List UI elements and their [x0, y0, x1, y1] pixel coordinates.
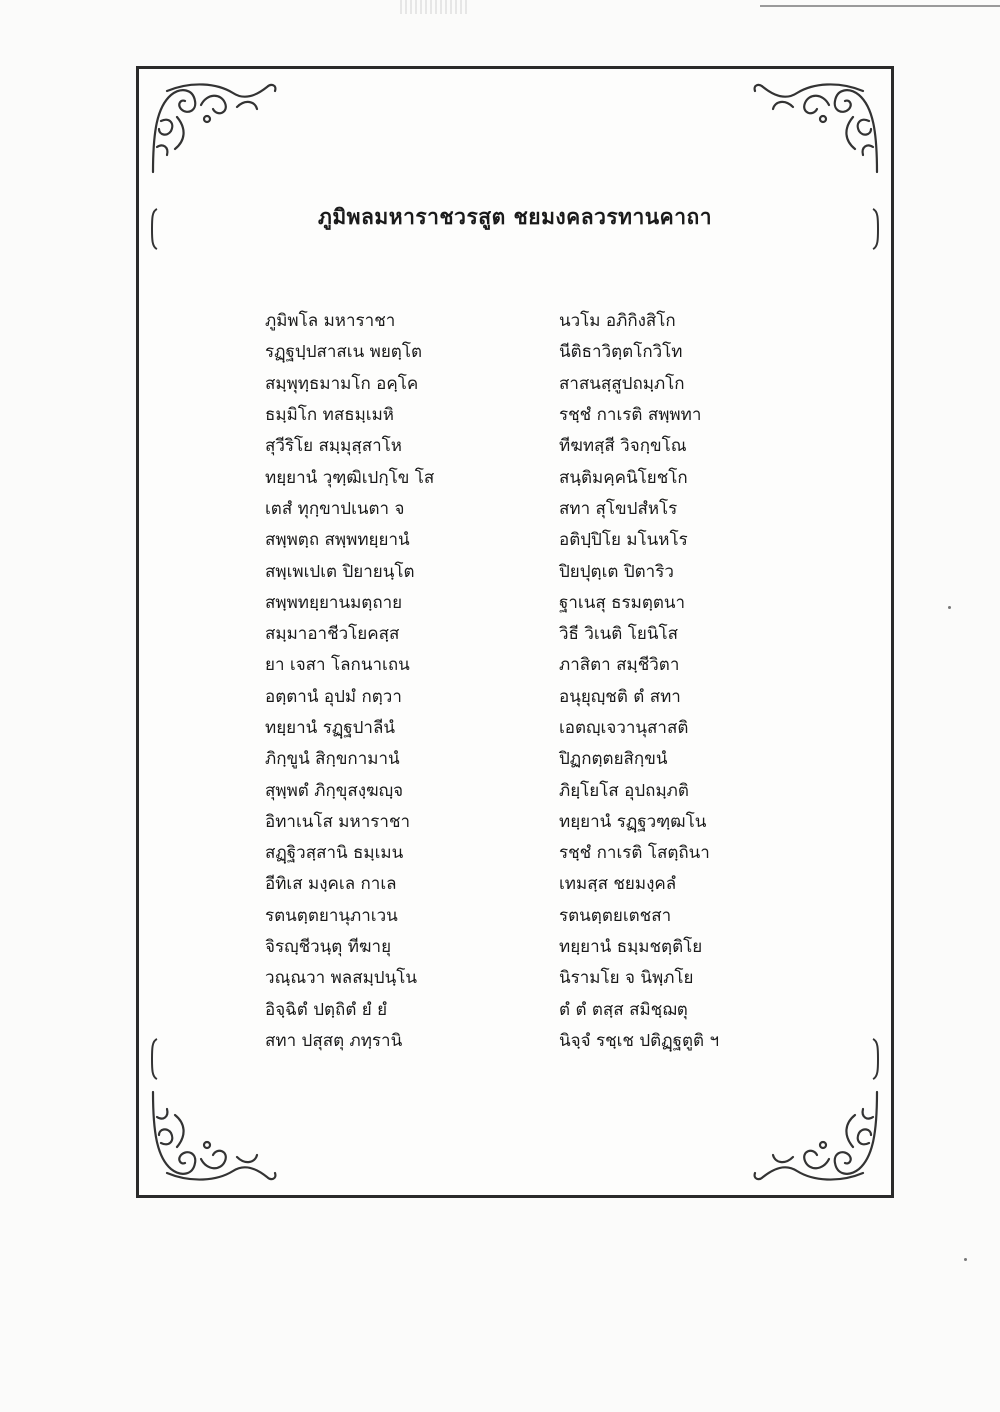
scan-speck	[948, 606, 951, 609]
verse-first-half: สพฺพตฺถ สพฺพทยฺยานํ	[265, 530, 410, 551]
scan-speck	[964, 1258, 967, 1261]
verse-first-half: วณฺณวา พลสมฺปนฺโน	[265, 968, 417, 989]
verse-second-half: ภิยฺโยโส อุปถมฺภติ	[559, 780, 689, 801]
verse-second-half: อติปฺปิโย มโนหโร	[559, 530, 688, 551]
verse-first-half: สมฺมาอาชีวโยคสฺส	[265, 624, 400, 645]
verse-first-half: ภูมิพโล มหาราชา	[265, 311, 396, 332]
verse-second-half: ภาสิตา สมฺชีวิตา	[559, 655, 680, 676]
side-bracket-icon	[149, 1037, 159, 1081]
verse-row	[265, 618, 785, 649]
verse-first-half: รฏฺฐปฺปสาสเน พยตฺโต	[265, 342, 423, 363]
verse-row	[265, 962, 785, 993]
corner-ornament-icon	[147, 1087, 287, 1187]
verse-first-half: ทยฺยานํ รฏฺฐปาลีนํ	[265, 718, 395, 738]
verse-first-half: จิรญฺชีวนฺตุ ทีฆายุ	[265, 937, 392, 958]
scan-artifact	[400, 0, 470, 14]
verse-first-half: อีทิเส มงฺคเล กาเล	[265, 874, 397, 895]
page-border-frame	[136, 66, 894, 1198]
verse-second-half: นิรามโย จ นิพฺภโย	[559, 968, 694, 989]
corner-ornament-icon	[147, 77, 287, 177]
verse-second-half: วิธี วิเนติ โยนิโส	[559, 624, 678, 645]
verse-row	[265, 931, 785, 962]
verse-row	[265, 368, 785, 399]
verse-second-half: รชฺชํ กาเรติ สพฺพทา	[559, 405, 702, 426]
verse-row	[265, 774, 785, 805]
corner-ornament-icon	[743, 1087, 883, 1187]
verse-first-half: ทยฺยานํ วุฑฺฒิเปกฺโข โส	[265, 467, 435, 488]
verse-first-half: ยา เจสา โลกนาเถน	[265, 655, 410, 676]
verse-row	[265, 900, 785, 931]
verse-first-half: สุวีริโย สมฺมุสฺสาโห	[265, 436, 402, 457]
verse-second-half: เอตญฺเจวานุสาสติ	[559, 718, 689, 738]
verse-first-half: สพฺเพเปเต ปิยายนฺโต	[265, 561, 415, 582]
verse-second-half: ฐาเนสุ ธรมตฺตนา	[559, 592, 686, 613]
verse-second-half: รตนตฺตยเตชสา	[559, 905, 672, 926]
page-title: ภูมิพลมหาราชวรสูต ชยมงคลวรทานคาถา	[317, 204, 712, 229]
verse-row	[265, 399, 785, 430]
verse-first-half: สฏฺฐิวสฺสานิ ธมฺเมน	[265, 843, 404, 864]
verse-first-half: สมฺพุทฺธมามโก อคฺโค	[265, 373, 419, 394]
verse-second-half: ตํ ตํ ตสฺส สมิชฺฌตุ	[559, 999, 688, 1020]
verse-second-half: เทมสฺส ชยมงฺคลํ	[559, 874, 677, 895]
verse-first-half: รตนตฺตยานุภาเวน	[265, 905, 398, 926]
verse-first-half: สทา ปสุสตุ ภทฺรานิ	[265, 1030, 403, 1051]
verse-second-half: นวโม อภิกิงสิโก	[559, 311, 676, 332]
verse-row	[265, 305, 785, 336]
verse-first-half: สุพฺพตํ ภิกฺขุสงฺฆญฺจ	[265, 780, 404, 801]
verse-row	[265, 681, 785, 712]
verse-first-half: เตสํ ทุกฺขาปเนตา จ	[265, 498, 405, 519]
verse-row	[265, 837, 785, 868]
verse-row	[265, 461, 785, 492]
verse-second-half: นีติธาวิตฺตโกวิโท	[559, 342, 683, 363]
verse-row	[265, 587, 785, 618]
verse-first-half: สพฺพทยฺยานมตฺถาย	[265, 592, 403, 613]
verse-first-half: ธมฺมิโก ทสธมฺเมหิ	[265, 405, 395, 426]
verse-row	[265, 555, 785, 586]
verse-row	[265, 743, 785, 774]
side-bracket-icon	[871, 1037, 881, 1081]
verse-second-half: ทยฺยานํ ธมฺมชตฺติโย	[559, 937, 703, 958]
verse-row	[265, 336, 785, 367]
verse-list	[265, 305, 785, 1056]
verse-second-half: ปิฏกตฺตยสิกฺขนํ	[559, 749, 668, 770]
verse-second-half: สนฺติมคฺคนิโยชโก	[559, 467, 688, 488]
verse-row	[265, 1025, 785, 1056]
verse-first-half: อิจฺฉิตํ ปตฺถิตํ ยํ ยํ	[265, 999, 388, 1020]
verse-first-half: อตฺตานํ อุปมํ กตฺวา	[265, 686, 402, 707]
verse-second-half: ทีฆทสฺสี วิจกฺขโณ	[559, 436, 687, 457]
verse-row	[265, 493, 785, 524]
verse-first-half: อิทาเนโส มหาราชา	[265, 811, 411, 832]
verse-second-half: สาสนสฺสูปถมฺภโก	[559, 373, 685, 394]
verse-second-half: สทา สุโขปสํหโร	[559, 498, 678, 519]
verse-second-half: รชฺชํ กาเรติ โสตฺถินา	[559, 843, 710, 864]
verse-first-half: ภิกฺขูนํ สิกฺขกามานํ	[265, 749, 400, 770]
verse-second-half: นิจฺจํ รชฺเช ปติฏฺฐตูติ ฯ	[559, 1030, 720, 1051]
verse-row	[265, 712, 785, 743]
verse-row	[265, 524, 785, 555]
corner-ornament-icon	[743, 77, 883, 177]
verse-second-half: อนุยุญฺชติ ตํ สทา	[559, 686, 681, 707]
verse-row	[265, 994, 785, 1025]
verse-row	[265, 649, 785, 680]
scan-edge-line	[760, 5, 1000, 7]
verse-second-half: ปิยปุตฺเต ปิตาริว	[559, 561, 674, 582]
verse-row	[265, 868, 785, 899]
verse-second-half: ทยฺยานํ รฏฺฐวฑฺฒโน	[559, 811, 707, 832]
verse-row	[265, 430, 785, 461]
verse-row	[265, 806, 785, 837]
